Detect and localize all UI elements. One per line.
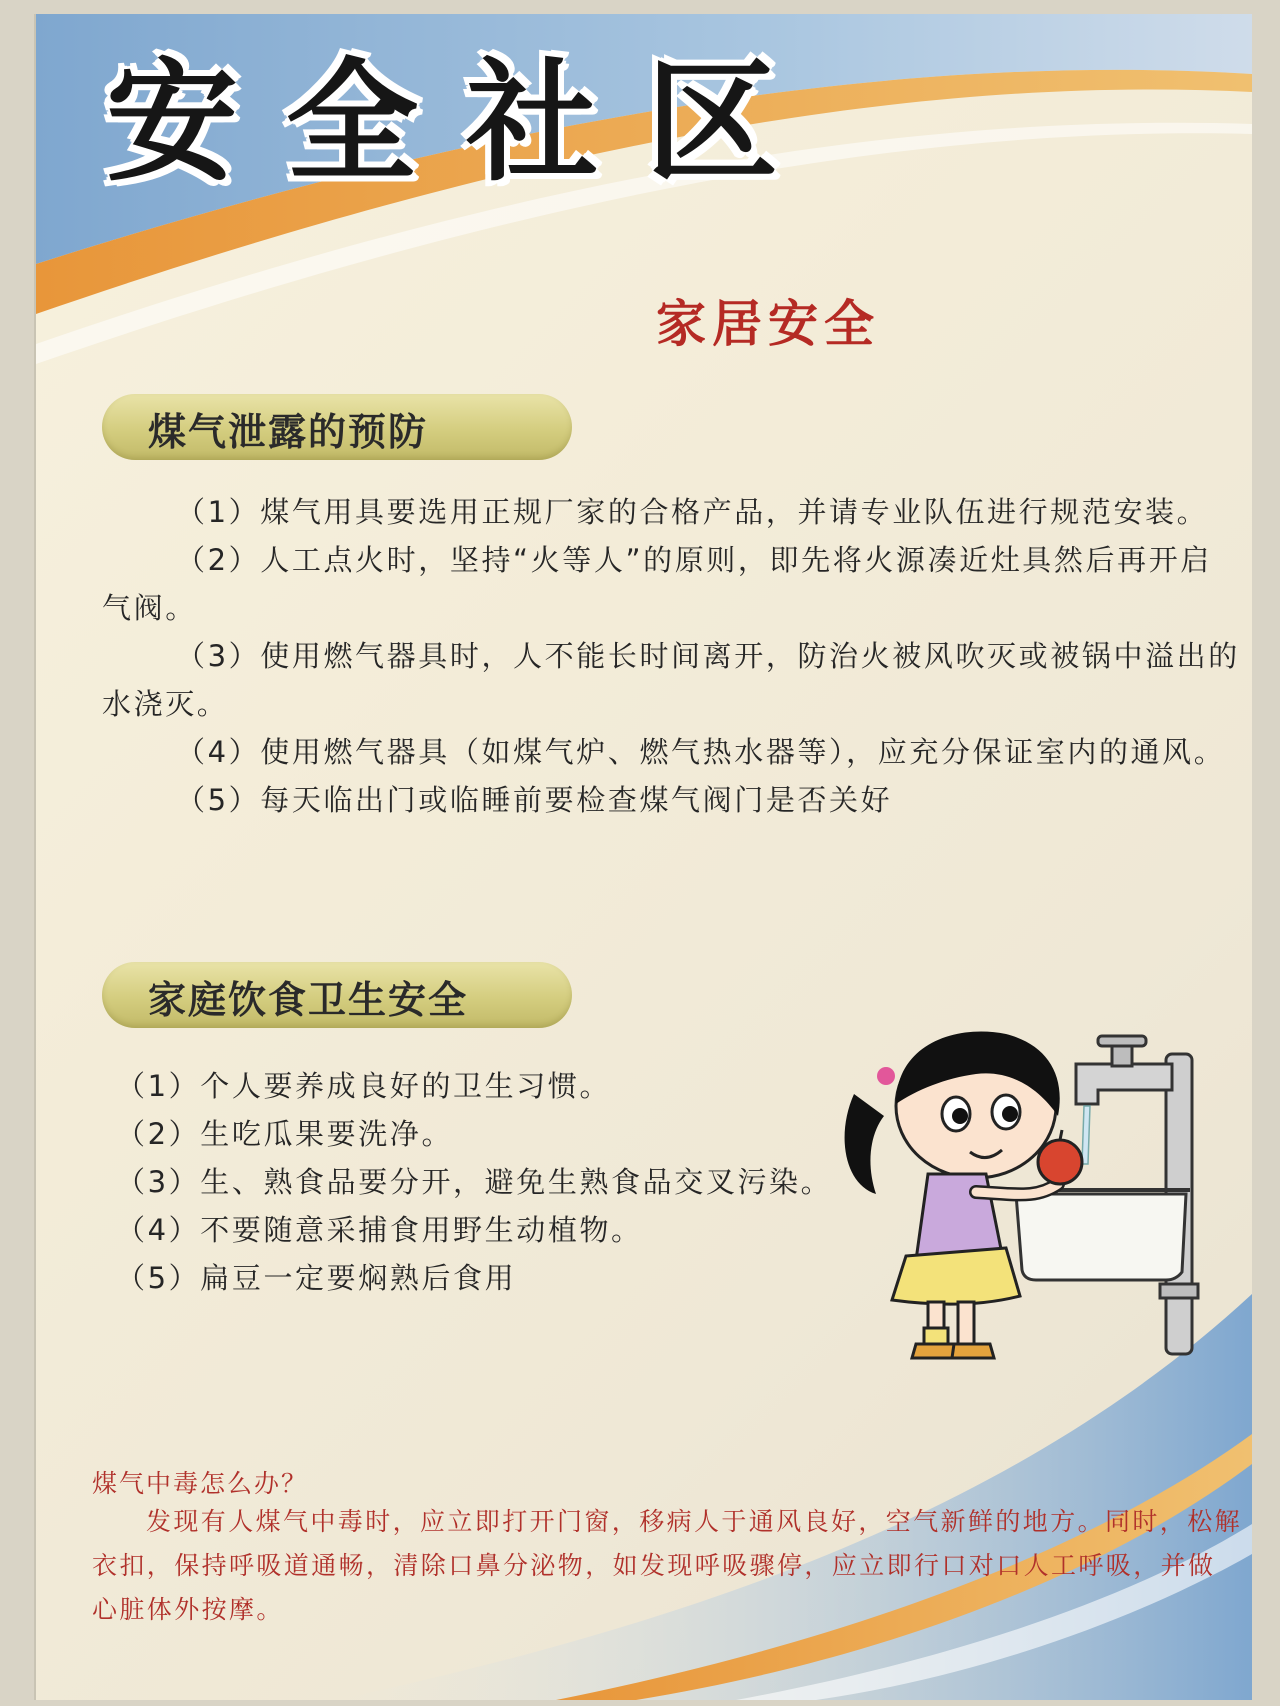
- gas-item-1: （1）煤气用具要选用正规厂家的合格产品，并请专业队伍进行规范安装。: [176, 495, 1209, 529]
- section-header-gas-leak: [102, 394, 572, 460]
- food-item-2: （2）生吃瓜果要洗净。: [116, 1117, 454, 1151]
- girl-figure: [845, 1032, 1082, 1358]
- food-item-3: （3）生、熟食品要分开，避免生熟食品交叉污染。: [116, 1165, 833, 1199]
- girl-washing-apple-illustration: [836, 1024, 1236, 1384]
- apple-icon: [1038, 1140, 1082, 1184]
- gas-item-3: （3）使用燃气器具时，人不能长时间离开，防治火被风吹灭或被锅中溢出的水浇灭。: [102, 639, 1240, 721]
- background-swooshes: [36, 14, 1252, 1700]
- food-item-4: （4）不要随意采捕食用野生动植物。: [116, 1213, 643, 1247]
- poster-title: 安全社区: [106, 46, 826, 200]
- sink-icon: [1011, 1190, 1190, 1280]
- poster-subtitle: 家居安全: [656, 295, 880, 353]
- gas-item-4: （4）使用燃气器具（如煤气炉、燃气热水器等），应充分保证室内的通风。: [176, 735, 1226, 769]
- food-item-5: （5）扁豆一定要焖熟后食用: [116, 1261, 517, 1295]
- gas-item-2: （2）人工点火时，坚持“火等人”的原则，即先将火源凑近灶具然后再开启气阀。: [102, 543, 1212, 625]
- section-heading-food-safety: 家庭饮食卫生安全: [148, 978, 469, 1022]
- food-item-1: （1）个人要养成良好的卫生习惯。: [116, 1069, 612, 1103]
- food-safety-list: [116, 1062, 896, 1302]
- gas-leak-list: [102, 488, 1242, 824]
- gas-item-5: （5）每天临出门或临睡前要检查煤气阀门是否关好: [176, 783, 893, 817]
- section-header-food-safety: [102, 962, 572, 1028]
- poster: [34, 14, 1252, 1700]
- gas-poisoning-answer: 发现有人煤气中毒时，应立即打开门窗，移病人于通风良好，空气新鲜的地方。同时，松解衣扣，保持呼吸道通畅，清除口鼻分泌物，如发现呼吸骤停，应立即行口对口人工呼吸，并做心脏体外按摩。: [92, 1507, 1243, 1624]
- section-heading-gas-leak: 煤气泄露的预防: [148, 410, 429, 454]
- gas-poisoning-question: 煤气中毒怎么办？: [92, 1469, 309, 1498]
